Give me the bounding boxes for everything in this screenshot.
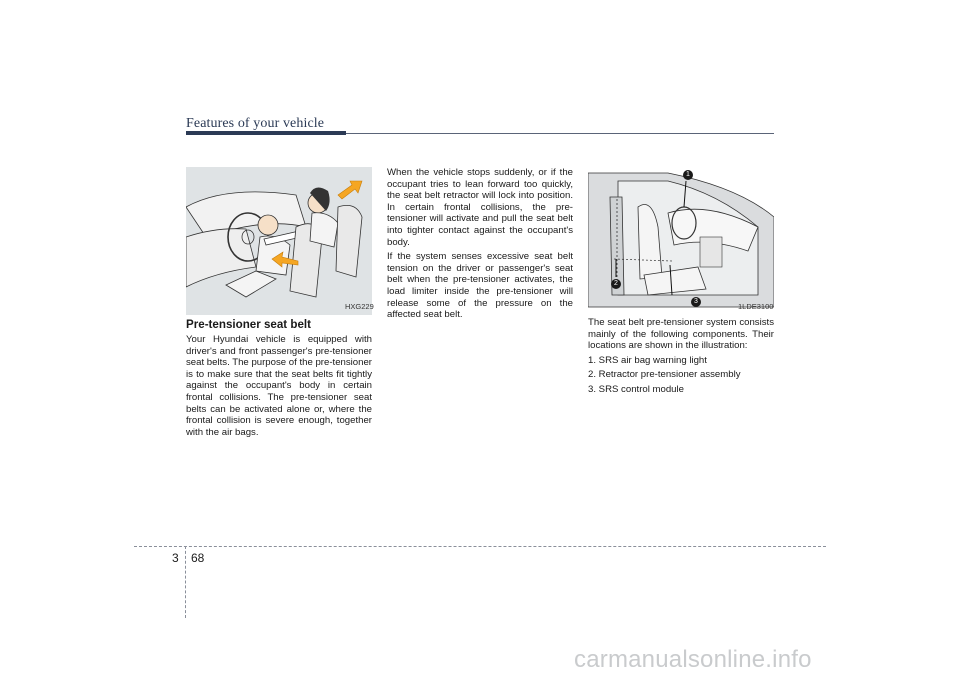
- list-item: 3. SRS control module: [588, 383, 684, 395]
- illustration-code-left: HXG229: [345, 302, 374, 311]
- left-column: [186, 318, 372, 441]
- right-column: [588, 317, 774, 399]
- occupants-drawing: [186, 167, 372, 315]
- callout-1: 1: [683, 170, 693, 180]
- header-accent-bar: [186, 131, 346, 135]
- left-paragraph: Your Hyundai vehicle is equipped with driver's and front passenger's pre-tensioner seat belts. The purpose of the pre-tensioner is to make sure that the seat belts fit tightly against the occupant's body in certain frontal collisions. The pre-tensioner seat belts can be activated alone or, where the frontal collision is severe enough, together with the air bags.: [186, 334, 372, 438]
- page-header-title: Features of your vehicle: [186, 116, 325, 131]
- footer-rule: [134, 546, 826, 547]
- callout-3: 3: [691, 297, 701, 307]
- section-number: 3: [172, 551, 179, 565]
- watermark: carmanualsonline.info: [574, 646, 812, 673]
- pretensioner-illustration: [186, 167, 372, 315]
- header-rule: [346, 133, 774, 134]
- section-heading: Pre-tensioner seat belt: [186, 318, 311, 331]
- right-intro: The seat belt pre-tensioner system consists mainly of the following components. Their locations are shown in the illustration:: [588, 317, 774, 352]
- callout-2: 2: [611, 279, 621, 289]
- middle-paragraph-1: When the vehicle stops suddenly, or if the occupant tries to lean forward too quickly, the seat belt retractor will lock into position. In certain frontal collisions, the pre-tensioner will activate and pull the seat belt into tighter contact against the occupant's body.: [387, 167, 573, 248]
- list-item: 1. SRS air bag warning light: [588, 354, 707, 366]
- footer-divider: [185, 546, 186, 618]
- component-location-illustration: [588, 167, 774, 315]
- list-item: 2. Retractor pre-tensioner assembly: [588, 369, 741, 381]
- middle-paragraph-2: If the system senses excessive seat belt tension on the driver or passenger's seat belt when the pre-tensioner activates, the load limiter inside the pre-tensioner will release some of the pressure on the affected seat belt.: [387, 251, 573, 321]
- page-number: 68: [191, 551, 205, 565]
- illustration-code-right: 1LDE3100: [738, 302, 774, 311]
- car-interior-drawing: [588, 167, 774, 315]
- middle-column: [387, 167, 573, 324]
